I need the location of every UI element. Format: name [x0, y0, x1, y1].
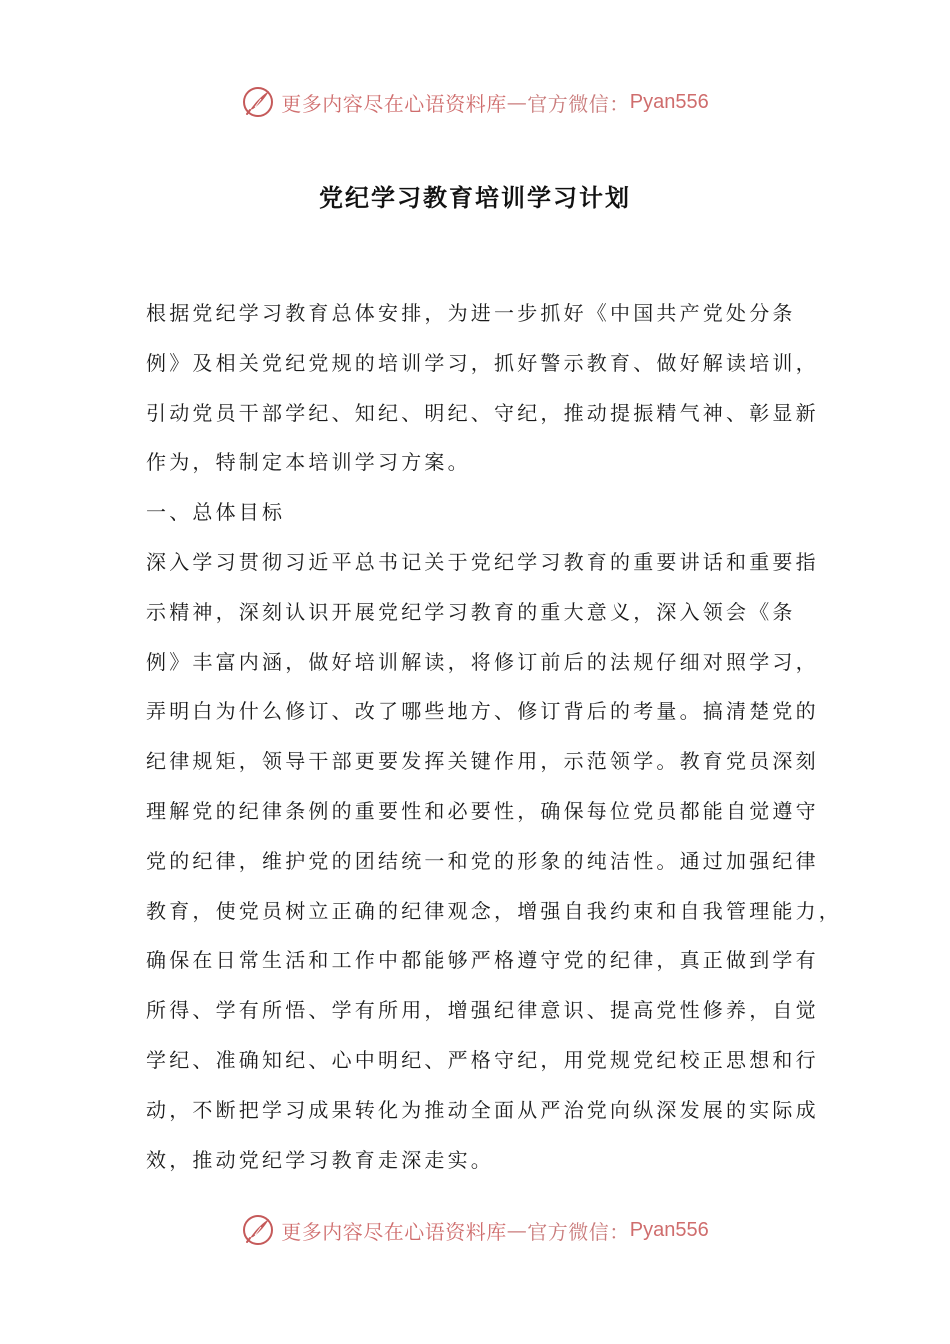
- body-line: 动，不断把学习成果转化为推动全面从严治党向纵深发展的实际成: [146, 1097, 819, 1122]
- body-line: 作为，特制定本培训学习方案。: [146, 450, 471, 475]
- body-line: 例》及相关党纪党规的培训学习，抓好警示教育、做好解读培训，: [146, 350, 819, 375]
- watermark-text: 更多内容尽在心语资料库: [281, 1219, 507, 1244]
- watermark-text: 更多内容尽在心语资料库: [281, 91, 507, 116]
- section-heading: 一、总体目标: [146, 500, 286, 525]
- watermark-wechat-label: 官方微信：: [527, 1219, 630, 1244]
- body-line: 弄明白为什么修订、改了哪些地方、修订背后的考量。搞清楚党的: [146, 699, 819, 724]
- feather-pen-icon: [241, 85, 275, 119]
- body-line: 所得、学有所悟、学有所用，增强纪律意识、提高党性修养，自觉: [146, 998, 819, 1023]
- body-line: 示精神，深刻认识开展党纪学习教育的重大意义，深入领会《条: [146, 599, 796, 624]
- body-line: 学纪、准确知纪、心中明纪、严格守纪，用党规党纪校正思想和行: [146, 1047, 819, 1072]
- body-line: 深入学习贯彻习近平总书记关于党纪学习教育的重要讲话和重要指: [146, 549, 819, 574]
- footer-watermark: [0, 1208, 950, 1252]
- body-line: 党的纪律，维护党的团结统一和党的形象的纯洁性。通过加强纪律: [146, 848, 819, 873]
- body-line: 根据党纪学习教育总体安排，为进一步抓好《中国共产党处分条: [146, 301, 796, 325]
- watermark-dash: —: [506, 90, 528, 114]
- watermark-wechat-id: Pyan556: [629, 1218, 709, 1241]
- watermark-wechat-label: 官方微信：: [527, 91, 630, 116]
- document-title: 党纪学习教育培训学习计划: [319, 184, 631, 212]
- body-line: 纪律规矩，领导干部更要发挥关键作用，示范领学。教育党员深刻: [146, 749, 819, 774]
- body-line: 确保在日常生活和工作中都能够严格遵守党的纪律，真正做到学有: [146, 948, 819, 973]
- header-watermark: [0, 80, 950, 124]
- body-line: 引动党员干部学纪、知纪、明纪、守纪，推动提振精气神、彰显新: [146, 400, 819, 425]
- body-line: 效，推动党纪学习教育走深走实。: [146, 1147, 494, 1172]
- watermark-dash: —: [506, 1218, 528, 1242]
- body-line: 理解党的纪律条例的重要性和必要性，确保每位党员都能自觉遵守: [146, 798, 819, 823]
- watermark-wechat-id: Pyan556: [629, 90, 709, 113]
- body-line: 教育，使党员树立正确的纪律观念，增强自我约束和自我管理能力，: [146, 898, 842, 923]
- feather-pen-icon: [241, 1213, 275, 1247]
- body-line: 例》丰富内涵，做好培训解读，将修订前后的法规仔细对照学习，: [146, 649, 819, 674]
- document-body: [146, 289, 842, 1185]
